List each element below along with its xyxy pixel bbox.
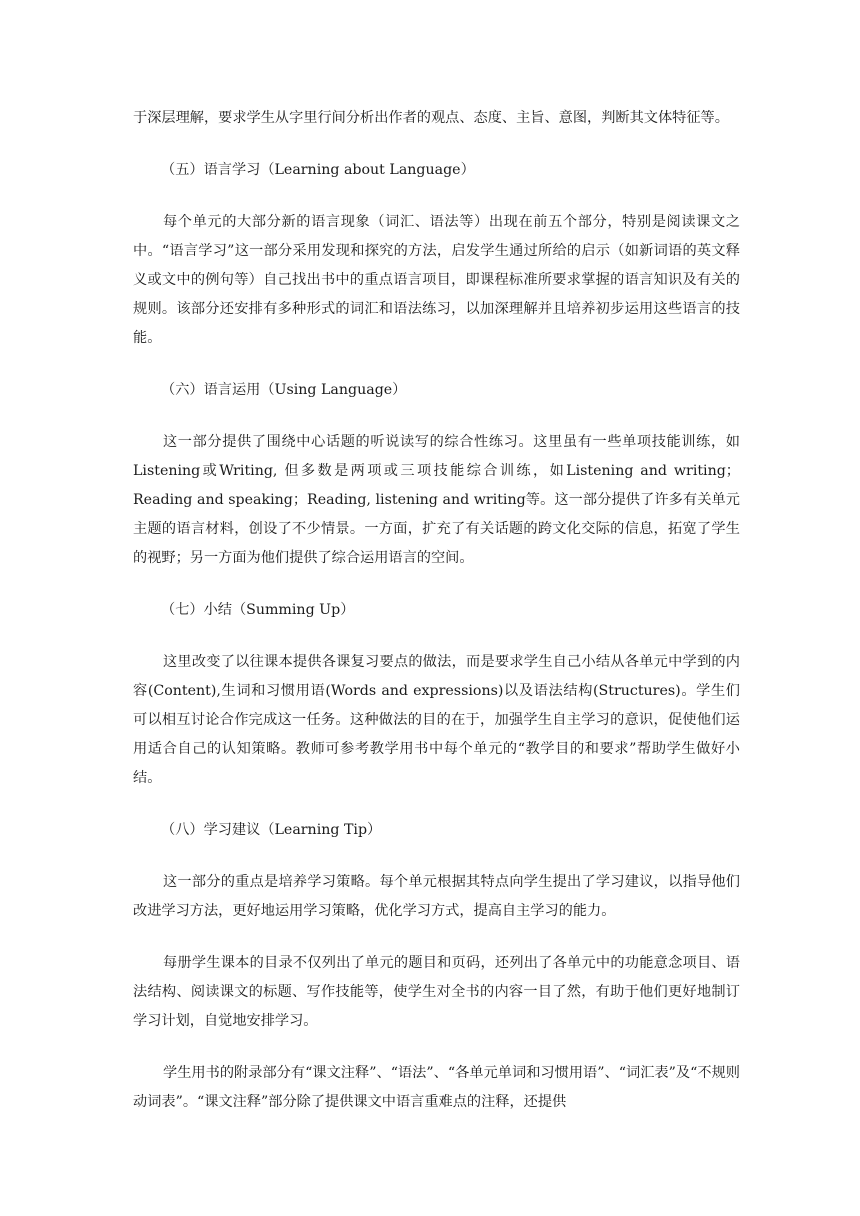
paragraph-language-learning: 每个单元的大部分新的语言现象（词汇、语法等）出现在前五个部分，特别是阅读课文之中。“语言学习”这一部分采用发现和探究的方法，启发学生通过所给的启示（如新词语的英文释义或文中的例句等）自己找出书中的重点语言项目，即课程标准所要求掌握的语言知识及有关的规则。该部分还安排有多种形式的词汇和语法练习，以加深理解并且培养初步运用这些语言的技能。 [133,214,740,346]
paragraph-continued: 于深层理解，要求学生从字里行间分析出作者的观点、态度、主旨、意图，判断其文体特征等。 [133,110,729,126]
section-heading-using-language: （六）语言运用（Using Language） [161,382,407,398]
paragraph-using-language: 这一部分提供了围绕中心话题的听说读写的综合性练习。这里虽有一些单项技能训练，如Listening或Writing, 但多数是两项或三项技能综合训练，如Listening and writing；Reading and speaking；Reading, listening and writing等。这一部分提供了许多有关单元主题的语言材料，创设了不少情景。一方面，扩充了有关话题的跨文化交际的信息，拓宽了学生的视野；另一方面为他们提供了综合运用语言的空间。 [133,434,740,566]
paragraph-learning-tip: 这一部分的重点是培养学习策略。每个单元根据其特点向学生提出了学习建议，以指导他们改进学习方法，更好地运用学习策略，优化学习方式，提高自主学习的能力。 [133,874,740,919]
section-heading-learning-tip: （八）学习建议（Learning Tip） [161,822,382,838]
paragraph-summing-up: 这里改变了以往课本提供各课复习要点的做法，而是要求学生自己小结从各单元中学到的内容(Content),生词和习惯用语(Words and expressions)以及语法结构(Structures)。学生们可以相互讨论合作完成这一任务。这种做法的目的在于，加强学生自主学习的意识，促使他们运用适合自己的认知策略。教师可参考教学用书中每个单元的“教学目的和要求”帮助学生做好小结。 [133,654,740,786]
section-heading-summing-up: （七）小结（Summing Up） [161,602,355,618]
document-page [133,104,740,1117]
section-heading-language-learning: （五）语言学习（Learning about Language） [161,162,475,178]
paragraph-appendix: 学生用书的附录部分有“课文注释”、“语法”、“各单元单词和习惯用语”、“词汇表”及“不规则动词表”。“课文注释”部分除了提供课文中语言重难点的注释，还提供 [133,1065,740,1110]
paragraph-table-of-contents: 每册学生课本的目录不仅列出了单元的题目和页码，还列出了各单元中的功能意念项目、语法结构、阅读课文的标题、写作技能等，使学生对全书的内容一目了然，有助于他们更好地制订学习计划，自觉地安排学习。 [133,955,740,1029]
